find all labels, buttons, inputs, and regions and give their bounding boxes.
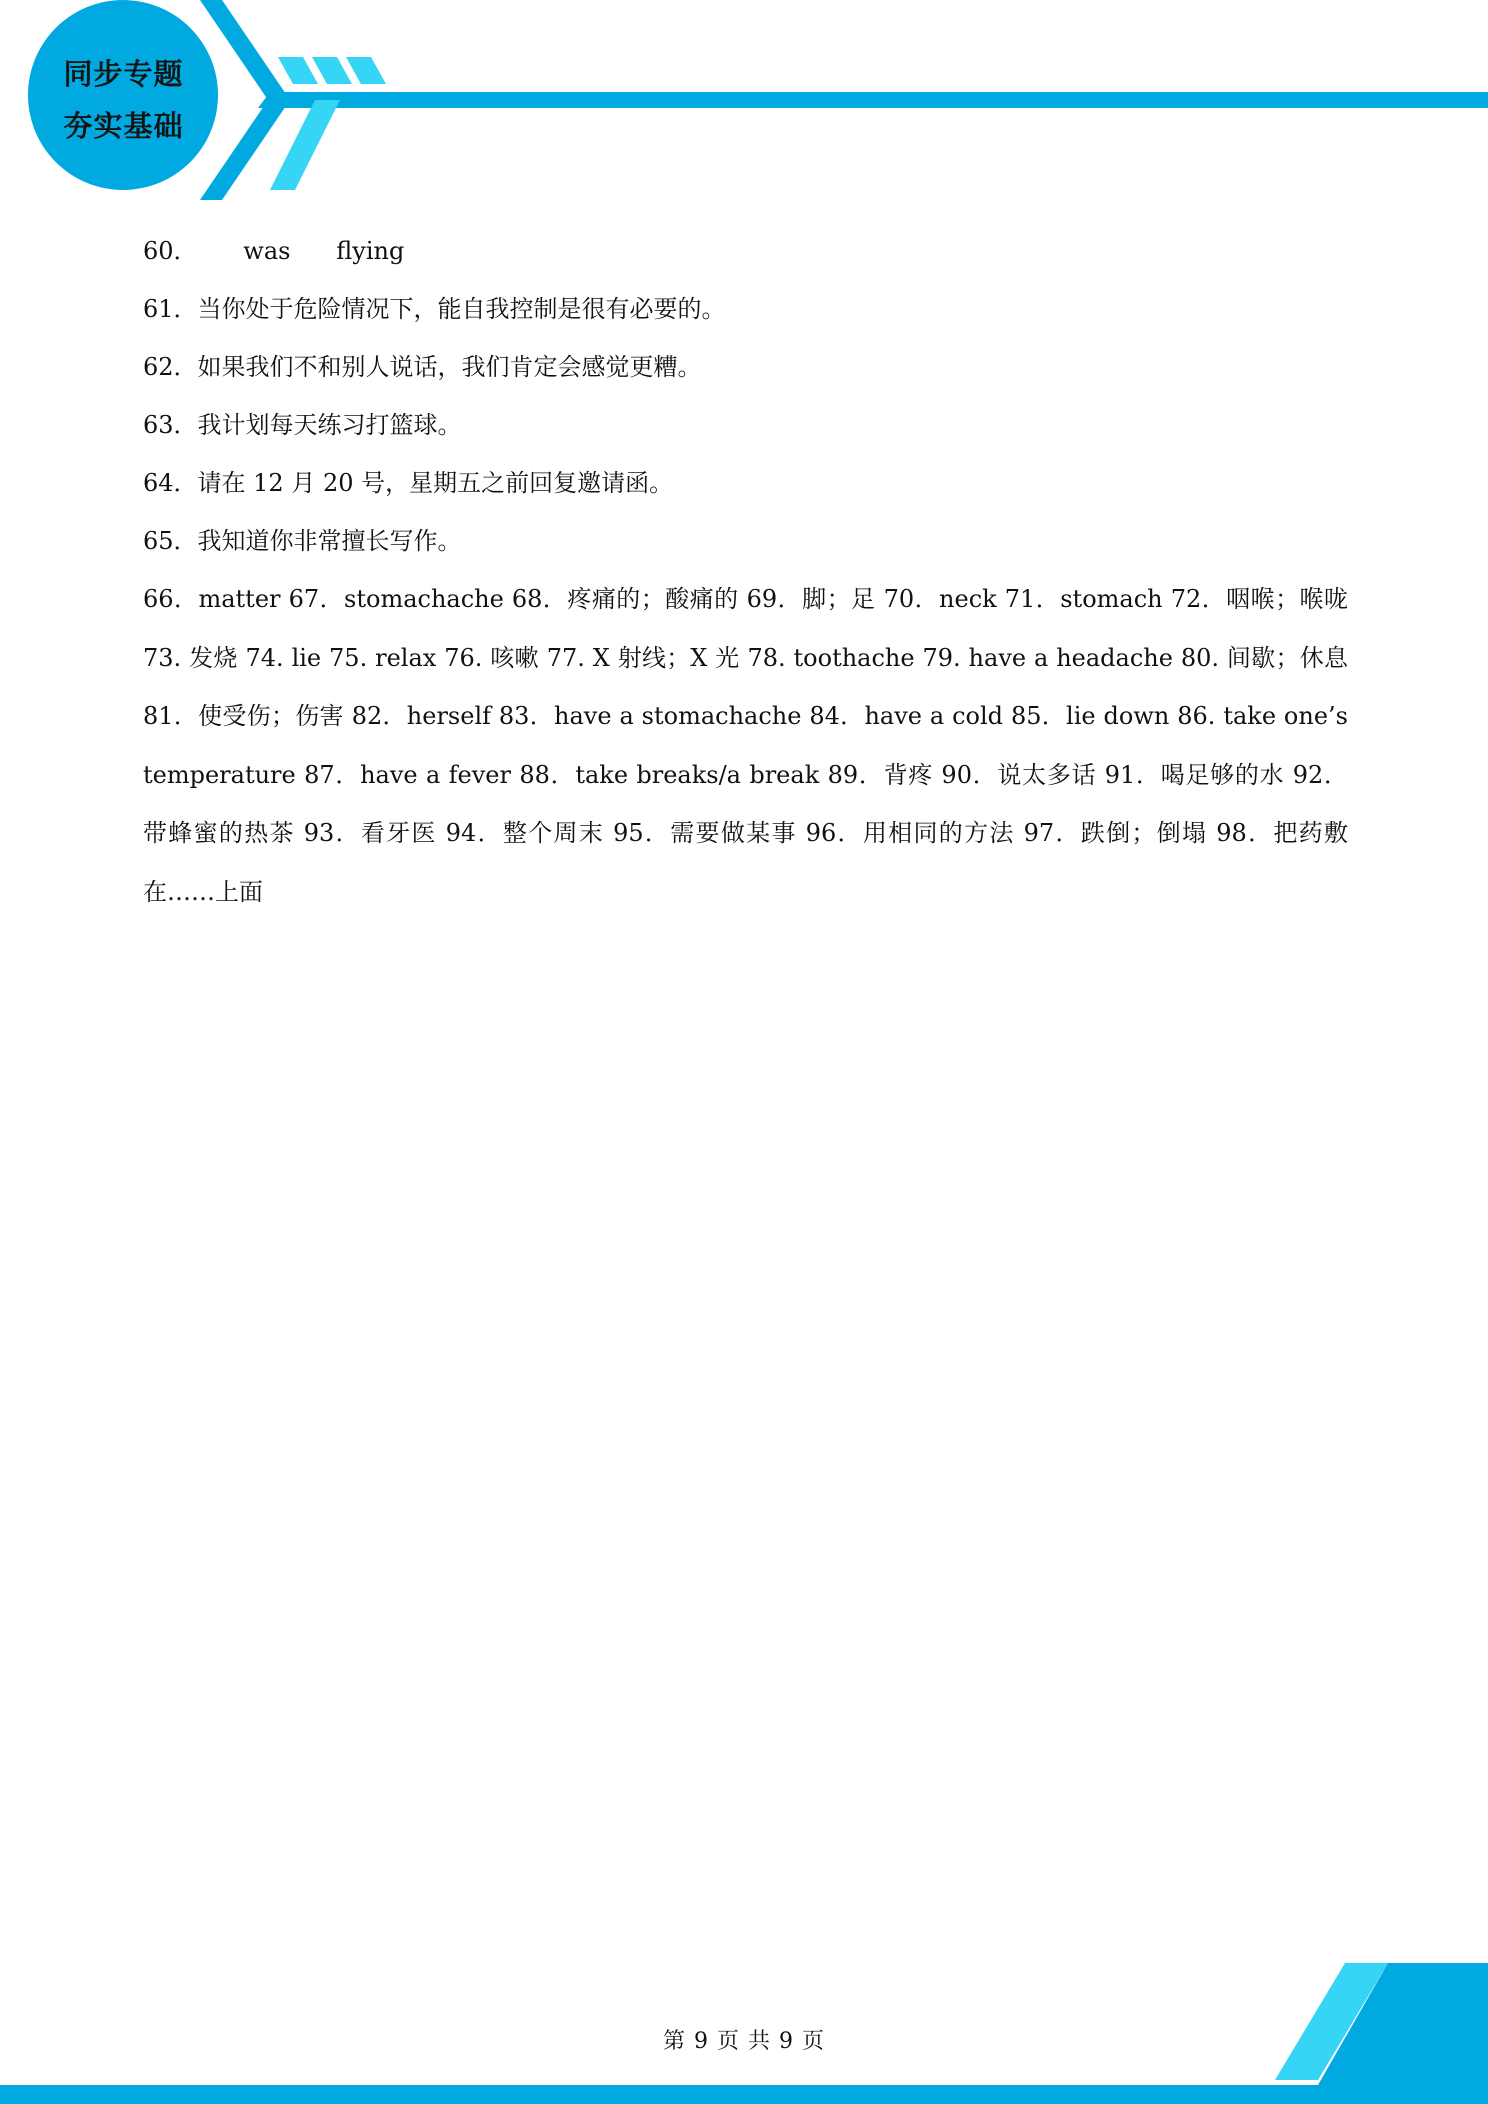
badge-title-line2: 夯实基础 — [63, 109, 184, 143]
header-stripe-1 — [278, 57, 318, 84]
header-banner — [0, 0, 1488, 200]
page-number: 第 9 页 共 9 页 — [663, 2029, 825, 2054]
header-badge-circle — [28, 0, 218, 190]
header-stripe-2 — [312, 57, 352, 84]
vocab-answers-paragraph: 66．matter 67．stomachache 68．疼痛的；酸痛的 69．脚；足 70．neck 71．stomach 72．咽喉；喉咙 73. 发烧 74. lie 75. relax 76. 咳嗽 77. X 射线；X 光 78. toothache 79. have a headache 80. 间歇；休息 81．使受伤；伤害 82．herself 83．have a stomachache 84．have a cold 85．lie down 86. take one’s temperature 87．have a fever 88．take breaks/a break 89．背疼 90．说太多话 91．喝足够的水 92．带蜂蜜的热茶 93．看牙医 94．整个周末 95．需要做某事 96．用相同的方法 97．跌倒；倒塌 98．把药敷在……上面 — [143, 585, 1348, 906]
answer-line-62: 62．如果我们不和别人说话，我们肯定会感觉更糟。 — [143, 353, 702, 381]
footer-bar — [0, 2085, 1488, 2104]
answer-line-61: 61．当你处于危险情况下，能自我控制是很有必要的。 — [143, 295, 726, 323]
header-bar — [258, 92, 1488, 108]
answer-line-64: 64．请在 12 月 20 号，星期五之前回复邀请函。 — [143, 469, 674, 497]
header-stripe-3 — [346, 57, 386, 84]
badge-title-line1: 同步专题 — [63, 57, 184, 91]
answer-content — [143, 222, 1348, 922]
answer-line-63: 63．我计划每天练习打篮球。 — [143, 411, 462, 439]
answer-line-60: 60． was flying — [143, 237, 405, 265]
answer-line-65: 65．我知道你非常擅长写作。 — [143, 527, 462, 555]
